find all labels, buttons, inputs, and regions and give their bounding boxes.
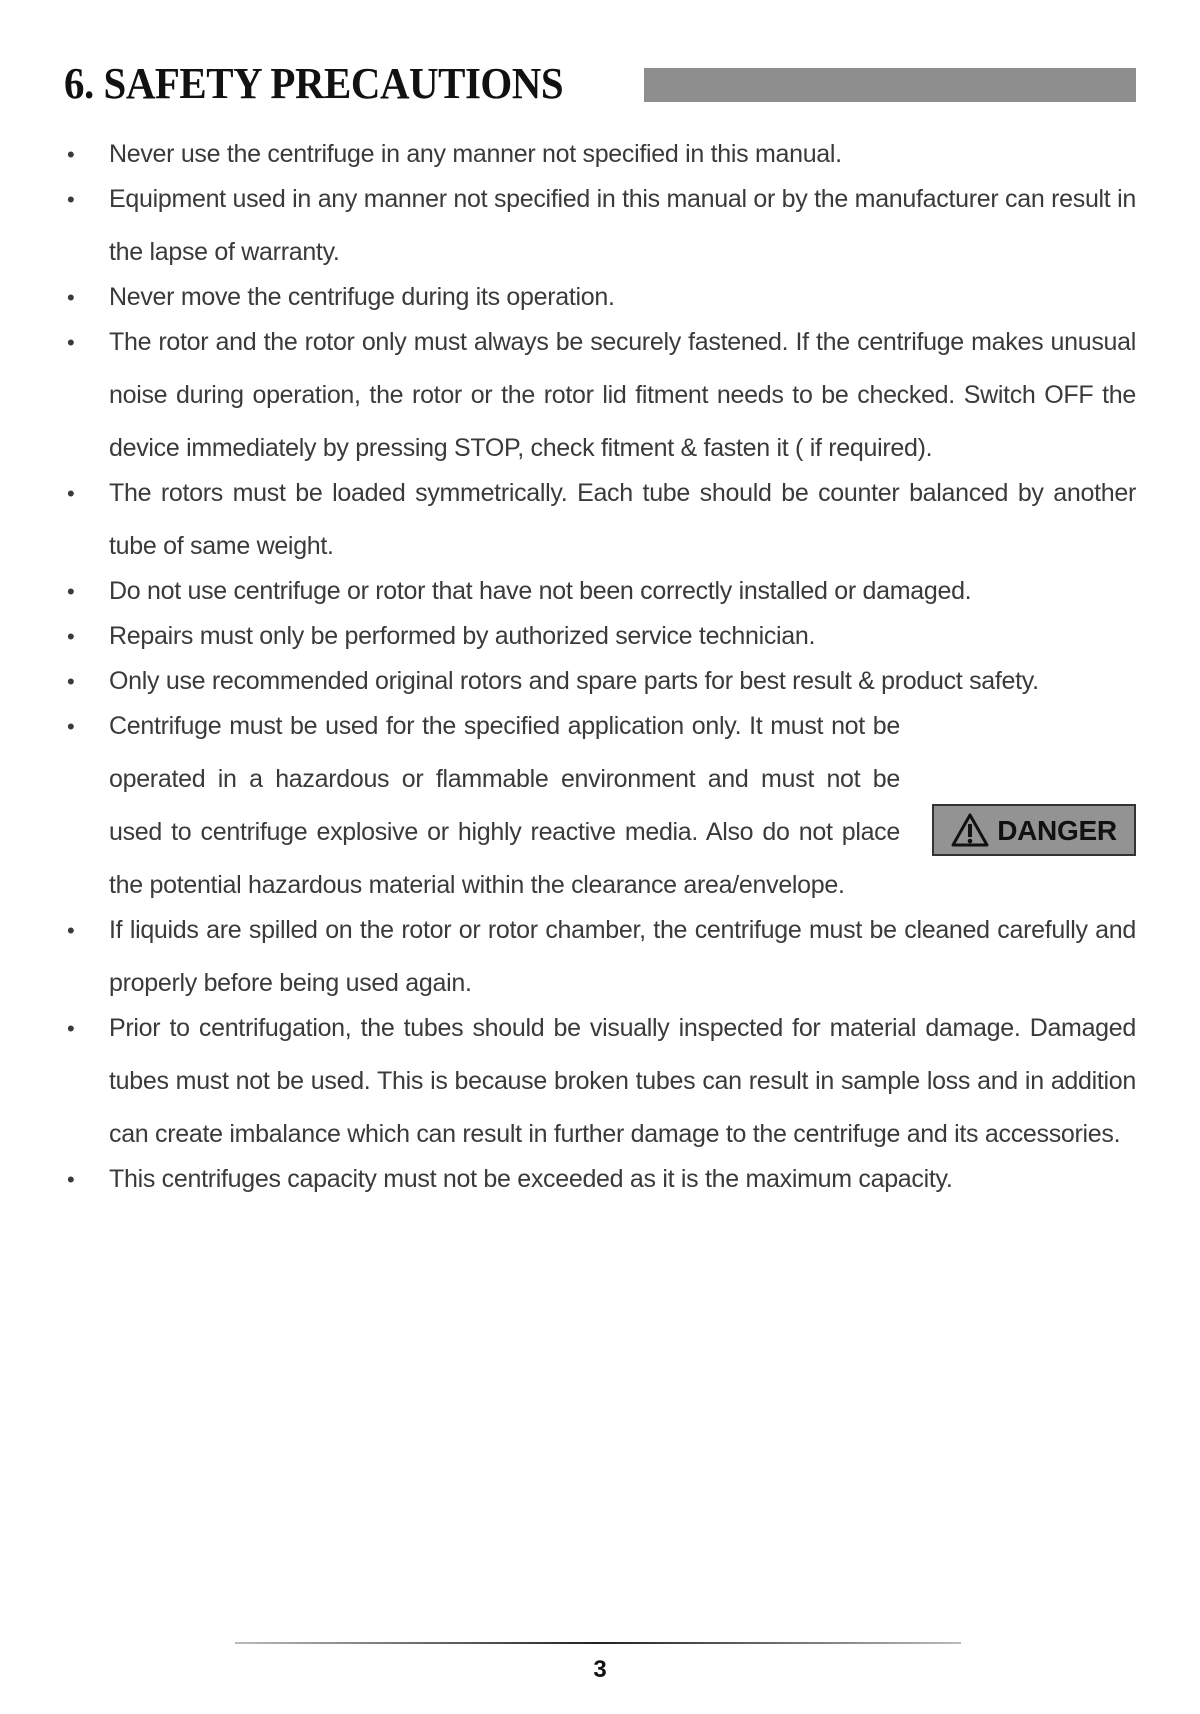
list-item: • This centrifuges capacity must not be exceeded as it is the maximum capacity. [67,1165,953,1193]
page-number: 3 [593,1656,607,1683]
list-item: • Prior to centrifugation, the tubes should be visually inspected for material damage. Damaged tubes must not be used. This is because broken tubes can result in sample loss and in addition can create imbalance which can result in further damage to the centrifuge and its accessories. [67,1014,1136,1148]
heading-bar [644,68,1136,102]
precautions-list [64,128,1136,1206]
list-item: • If liquids are spilled on the rotor or rotor chamber, the centrifuge must be cleaned carefully and properly before being used again. [67,916,1136,997]
list-item: • Repairs must only be performed by authorized service technician. [67,622,816,650]
list-item: • Do not use centrifuge or rotor that have not been correctly installed or damaged. [67,577,972,605]
list-item: • The rotors must be loaded symmetrically. Each tube should be counter balanced by another tube of same weight. [67,479,1136,560]
warning-triangle-icon [951,813,989,847]
section-heading [64,58,1136,108]
danger-label: DANGER [932,804,1136,856]
list-item: • Centrifuge must be used for the specified application only. It must not be operated in a hazardous or flammable environment and must not be used to centrifuge explosive or highly reactive media. Also do not place the potential hazardous material within the clearance area/envelope. DANGER [64,700,1136,912]
list-item: • Never move the centrifuge during its operation. [67,283,615,311]
list-item: • Never use the centrifuge in any manner not specified in this manual. [67,140,842,168]
list-item: • Only use recommended original rotors and spare parts for best result & product safety. [67,667,1039,695]
list-item: • Equipment used in any manner not specified in this manual or by the manufacturer can result in the lapse of warranty. [67,185,1136,266]
footer-divider [235,1642,961,1644]
page-title: 6. SAFETY PRECAUTIONS [64,58,564,108]
list-item: • The rotor and the rotor only must always be securely fastened. If the centrifuge makes unusual noise during operation, the rotor or the rotor lid fitment needs to be checked. Switch OFF the device immediately by pressing STOP, check fitment & fasten it ( if required). [67,328,1136,462]
